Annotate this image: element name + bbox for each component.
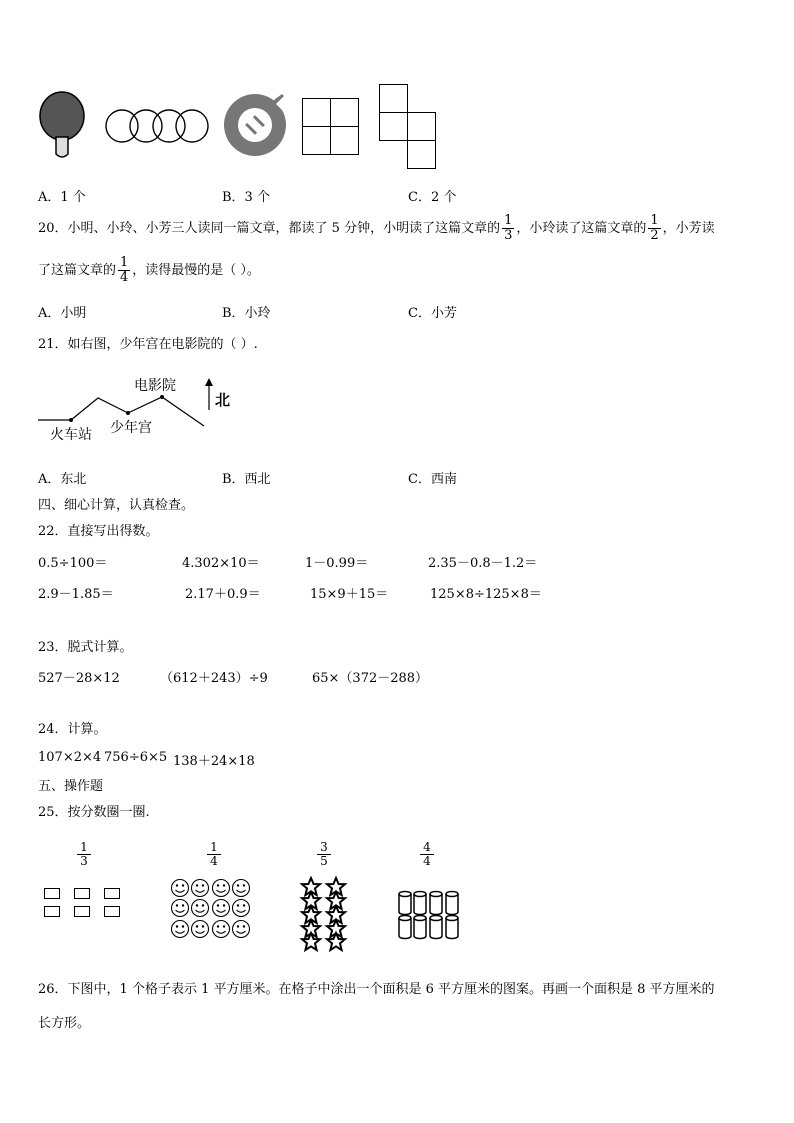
- q24-item: 138＋24×18: [173, 754, 255, 769]
- q20-option-a: A．小明: [38, 306, 87, 321]
- q20-option-c: C．小芳: [408, 306, 457, 321]
- q24-item: 756÷6×5: [104, 750, 168, 765]
- q25-fraction-label: 4 4: [420, 841, 434, 868]
- q21-map: [38, 370, 238, 450]
- fraction: $\frac{1}{4}$: [120, 255, 129, 285]
- bank-logo-icon: [222, 92, 288, 158]
- rectangle-group: [44, 888, 124, 920]
- olympic-rings-icon: [104, 104, 210, 148]
- q22-title: 22．直接写出得数。: [38, 524, 159, 539]
- q21-question: 21．如右图，少年宫在电影院的（ ）.: [38, 337, 258, 352]
- cylinder-group: [396, 890, 462, 942]
- q23-item: 65×（372－288）: [312, 671, 429, 686]
- q23-title: 23．脱式计算。: [38, 640, 133, 655]
- fraction: $\frac{1}{2}$: [650, 213, 659, 243]
- q26-line-1: 26．下图中，1 个格子表示 1 平方厘米。在格子中涂出一个面积是 6 平方厘米的图案。再画一个面积是 8 平方厘米的: [38, 982, 715, 997]
- cube-net-2: [379, 84, 437, 170]
- smiley-face-group: [170, 878, 252, 940]
- q19-figures: [36, 82, 446, 172]
- ping-pong-paddle-icon: [36, 90, 92, 162]
- q22-item: 2.35－0.8－1.2＝: [428, 556, 538, 571]
- q22-item: 1－0.99＝: [305, 556, 369, 571]
- fraction: $\frac{1}{3}$: [504, 213, 513, 243]
- q21-option-a: A．东北: [38, 472, 87, 487]
- q26-line-2: 长方形。: [38, 1016, 91, 1031]
- q22-item: 15×9＋15＝: [310, 587, 389, 602]
- q19-option-c: C．2 个: [408, 190, 457, 205]
- q20-line-1: 20．小明、小玲、小芳三人读同一篇文章，都读了 5 分钟，小明读了这篇文章的 $\frac{1}{3}$ ，小玲读了这篇文章的 $\frac{1}{2}$ ，小芳读: [38, 213, 715, 243]
- q20-line-2: 了这篇文章的 $\frac{1}{4}$ ，读得最慢的是（ ）。: [38, 255, 260, 285]
- label-cinema: 电影院: [134, 378, 176, 394]
- q25-title: 25．按分数圈一圈.: [38, 805, 150, 820]
- q22-item: 0.5÷100＝: [38, 556, 108, 571]
- q24-title: 24．计算。: [38, 722, 107, 737]
- label-station: 火车站: [50, 427, 92, 443]
- q22-item: 4.302×10＝: [182, 556, 260, 571]
- q24-item: 107×2×4: [38, 750, 102, 765]
- label-youth-palace: 少年宫: [110, 420, 152, 436]
- q21-option-b: B．西北: [222, 472, 271, 487]
- q19-option-a: A．1 个: [38, 190, 86, 205]
- q21-option-c: C．西南: [408, 472, 457, 487]
- q25-fraction-label: 1 3: [77, 841, 91, 868]
- star-group: [296, 876, 352, 952]
- q19-option-b: B．3 个: [222, 190, 270, 205]
- q23-item: （612＋243）÷9: [160, 671, 268, 686]
- q23-item: 527－28×12: [38, 671, 120, 686]
- q22-item: 2.9－1.85＝: [38, 587, 114, 602]
- q25-fraction-label: 1 4: [207, 841, 221, 868]
- q22-item: 125×8÷125×8＝: [430, 587, 542, 602]
- section-5-title: 五、操作题: [38, 779, 104, 794]
- cube-net-1: [302, 98, 360, 156]
- q20-option-b: B．小玲: [222, 306, 271, 321]
- q25-fraction-label: 3 5: [317, 841, 331, 868]
- section-4-title: 四、细心计算，认真检查。: [38, 498, 195, 513]
- q22-item: 2.17＋0.9＝: [185, 587, 261, 602]
- label-north: 北: [215, 391, 231, 409]
